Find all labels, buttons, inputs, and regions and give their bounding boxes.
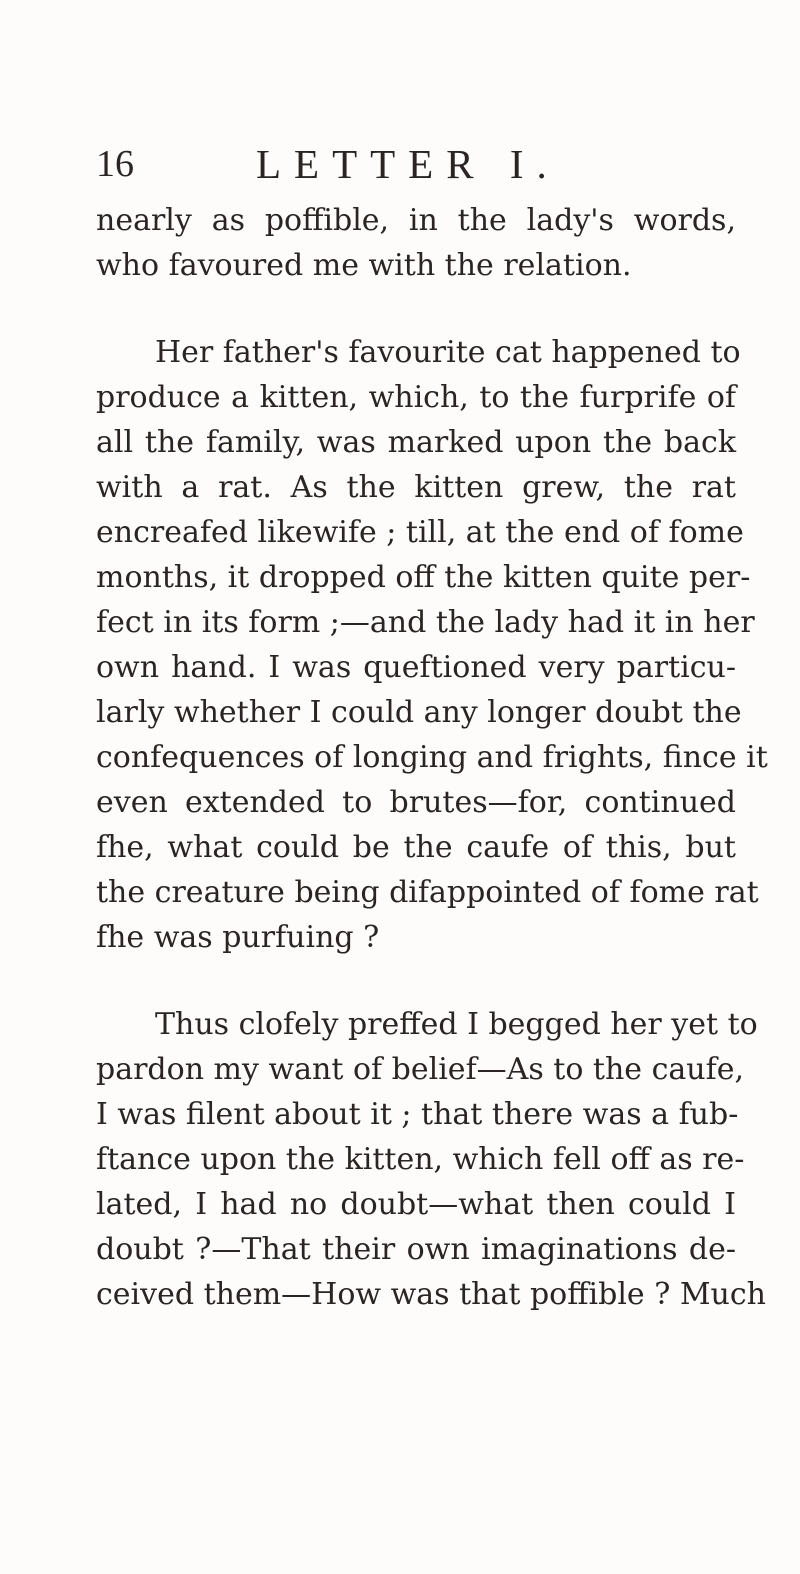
text-line: I was filent about it ; that there was a fub- <box>96 1097 739 1132</box>
text-line: lated, I had no doubt—what then could I <box>96 1187 736 1222</box>
text-line: the creature being difappointed of fome rat <box>96 875 759 910</box>
text-line: even extended to brutes—for, continued <box>96 785 736 820</box>
paragraph-gap <box>96 960 736 1002</box>
text-line: all the family, was marked upon the back <box>96 425 736 460</box>
text-line: own hand. I was queftioned very particu- <box>96 650 736 685</box>
paragraph-2 <box>96 330 768 960</box>
page-number: 16 <box>96 143 134 185</box>
page-header <box>96 140 746 188</box>
text-line: produce a kitten, which, to the furprife of <box>96 380 736 415</box>
text-line: fhe was purfuing ? <box>96 920 380 955</box>
text-line: doubt ?—That their own imaginations de- <box>96 1232 736 1267</box>
text-line: who favoured me with the relation. <box>96 248 632 283</box>
text-line: encreafed likewife ; till, at the end of fome <box>96 515 744 550</box>
text-line: fect in its form ;—and the lady had it in her <box>96 605 755 640</box>
running-head: LETTER I. <box>256 141 560 187</box>
text-line: ceived them—How was that poffible ? Much <box>96 1277 767 1312</box>
paragraph-gap <box>96 288 736 330</box>
paragraph-1 <box>96 198 736 288</box>
text-line: fhe, what could be the caufe of this, but <box>96 830 736 865</box>
text-line: nearly as poffible, in the lady's words, <box>96 203 736 238</box>
text-line: Thus clofely preffed I begged her yet to <box>155 1007 758 1042</box>
text-line: months, it dropped off the kitten quite per- <box>96 560 751 595</box>
text-line: ftance upon the kitten, which fell off as re- <box>96 1142 745 1177</box>
paragraph-3 <box>96 1002 767 1317</box>
body-text <box>96 198 768 1317</box>
text-line: confequences of longing and frights, fince it <box>96 740 768 775</box>
text-line: with a rat. As the kitten grew, the rat <box>96 470 736 505</box>
text-line: Her father's favourite cat happened to <box>155 335 741 370</box>
text-line: larly whether I could any longer doubt the <box>96 695 742 730</box>
text-line: pardon my want of belief—As to the caufe, <box>96 1052 744 1087</box>
